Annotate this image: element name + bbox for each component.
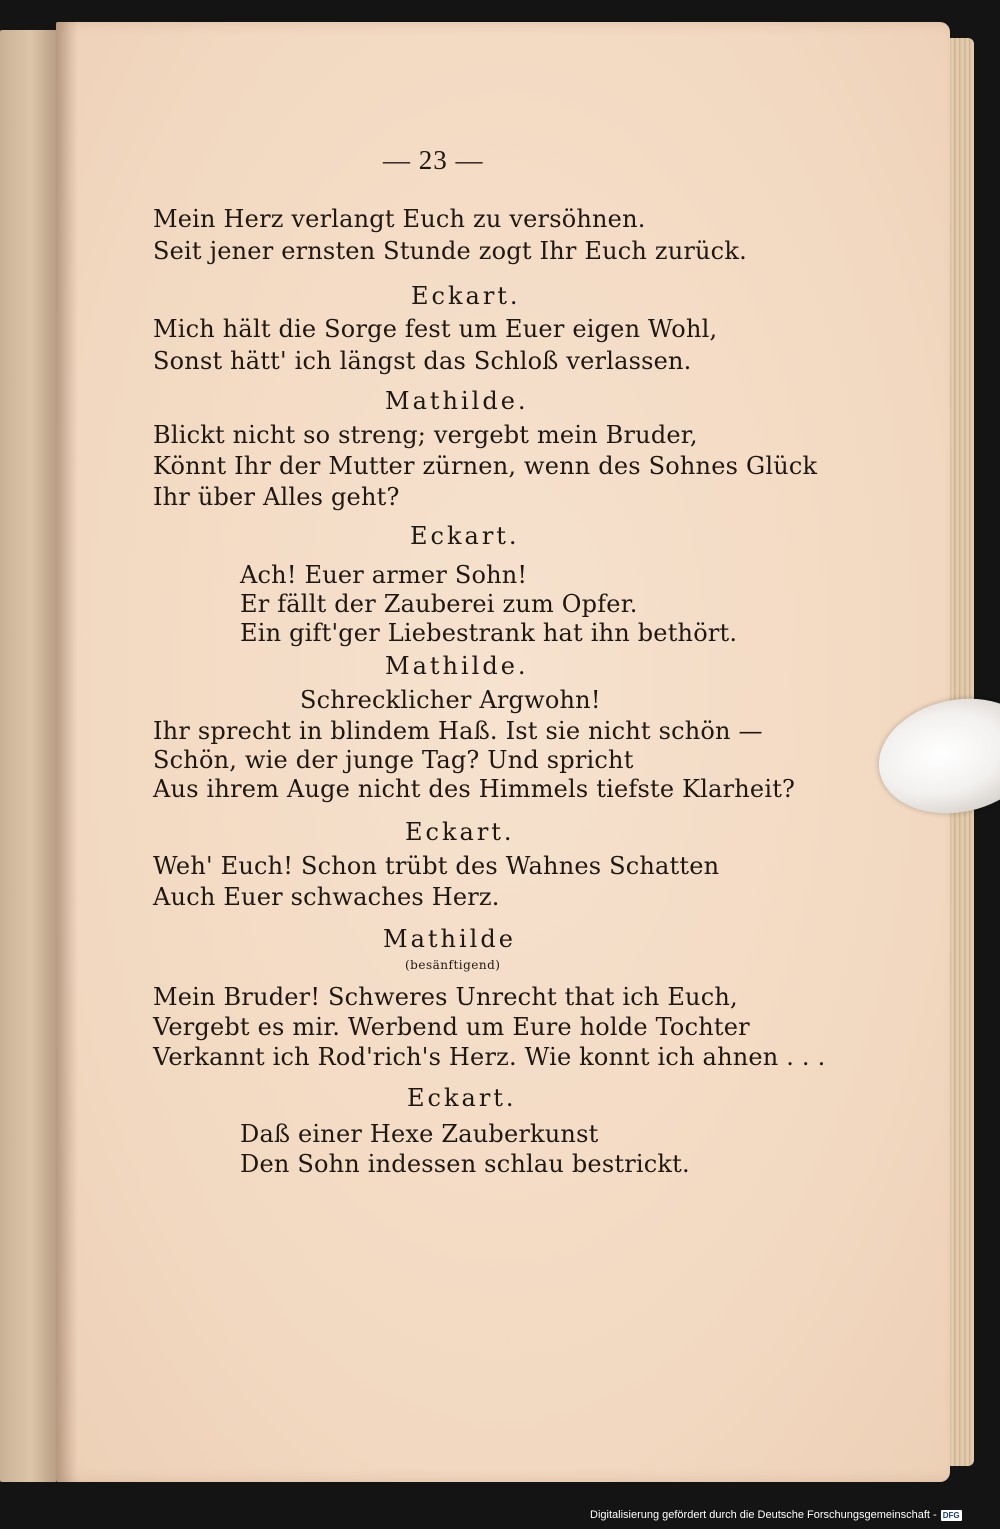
verse-line: Schön, wie der junge Tag? Und spricht xyxy=(153,746,634,774)
verse-line: Daß einer Hexe Zauberkunst xyxy=(240,1120,599,1148)
speaker-name: Mathilde xyxy=(383,925,516,953)
speaker-name: Mathilde. xyxy=(385,387,529,415)
verse-line: Seit jener ernsten Stunde zogt Ihr Euch zurück. xyxy=(153,237,747,265)
dfg-logo: DFG xyxy=(942,1510,960,1520)
speaker-name: Eckart. xyxy=(410,522,520,550)
verse-line: Mein Bruder! Schweres Unrecht that ich Euch, xyxy=(153,983,738,1011)
speaker-name: Mathilde. xyxy=(385,652,529,680)
verse-line: Könnt Ihr der Mutter zürnen, wenn des Sohnes Glück xyxy=(153,452,818,480)
verse-line: Ach! Euer armer Sohn! xyxy=(240,561,528,589)
digitization-credit xyxy=(590,1509,962,1521)
previous-page-edge xyxy=(0,30,56,1482)
verse-line: Den Sohn indessen schlau bestrickt. xyxy=(240,1150,690,1178)
verse-line: Auch Euer schwaches Herz. xyxy=(153,883,500,911)
verse-line: Schrecklicher Argwohn! xyxy=(300,686,601,714)
stage-direction: (besänftigend) xyxy=(405,958,501,972)
verse-line: Weh' Euch! Schon trübt des Wahnes Schatten xyxy=(153,852,720,880)
credit-text: Digitalisierung gefördert durch die Deutsche Forschungsgemeinschaft - xyxy=(590,1509,937,1521)
verse-line: Blickt nicht so streng; vergebt mein Bruder, xyxy=(153,421,698,449)
page-number: — 23 — xyxy=(383,145,484,175)
verse-line: Sonst hätt' ich längst das Schloß verlassen. xyxy=(153,347,692,375)
verse-line: Mich hält die Sorge fest um Euer eigen Wohl, xyxy=(153,315,718,343)
verse-line: Ein gift'ger Liebestrank hat ihn bethört. xyxy=(240,619,738,647)
verse-line: Verkannt ich Rod'rich's Herz. Wie konnt ich ahnen . . . xyxy=(153,1043,826,1071)
verse-line: Aus ihrem Auge nicht des Himmels tiefste Klarheit? xyxy=(153,775,796,803)
verse-line: Er fällt der Zauberei zum Opfer. xyxy=(240,590,638,618)
verse-line: Ihr sprecht in blindem Haß. Ist sie nicht schön — xyxy=(153,717,763,745)
speaker-name: Eckart. xyxy=(411,282,521,310)
speaker-name: Eckart. xyxy=(407,1084,517,1112)
verse-line: Ihr über Alles geht? xyxy=(153,483,400,511)
verse-line: Vergebt es mir. Werbend um Eure holde Tochter xyxy=(153,1013,750,1041)
gutter-shadow xyxy=(56,22,78,1482)
speaker-name: Eckart. xyxy=(405,818,515,846)
verse-line: Mein Herz verlangt Euch zu versöhnen. xyxy=(153,205,646,233)
